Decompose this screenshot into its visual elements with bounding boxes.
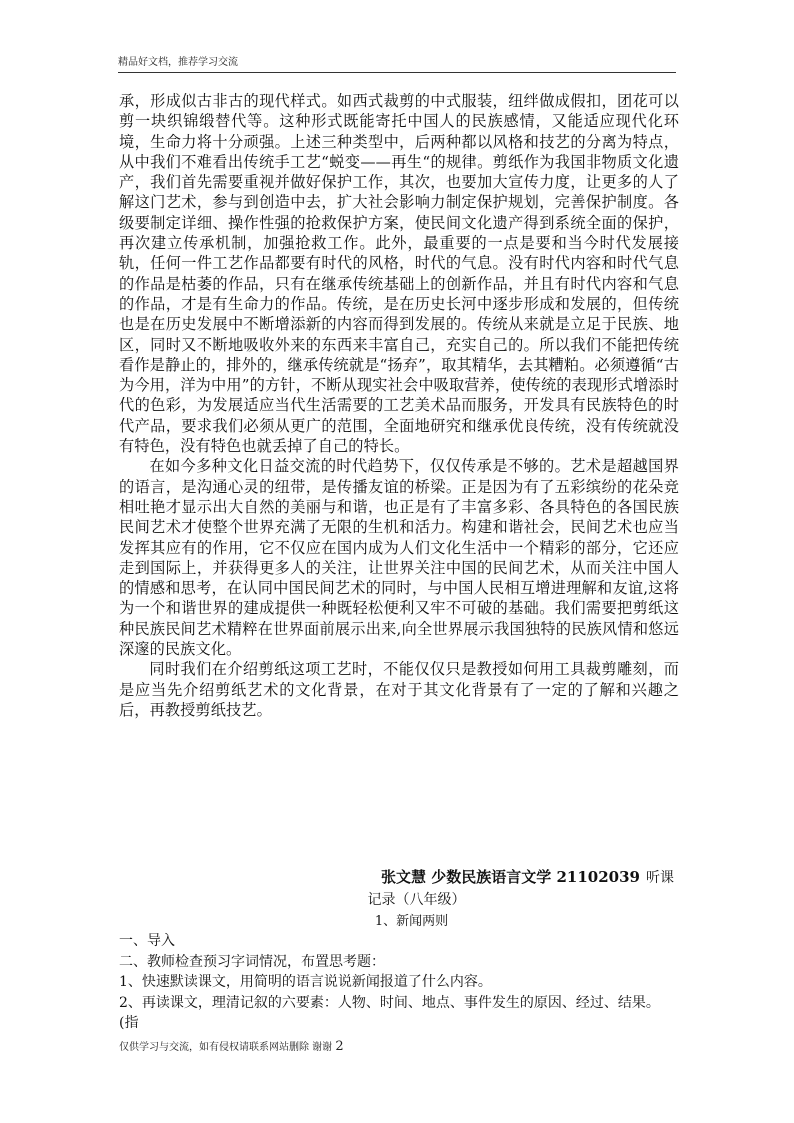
record-line-1: 一、导入 (119, 933, 175, 949)
record-line-2: 二、教师检查预习字词情况，布置思考题： (119, 953, 385, 970)
page-header (118, 56, 676, 73)
record-line-4: 2、再读课文，理清记叙的六要素：人物、时间、地点、事件发生的原因、经过、结果。(指 (119, 994, 660, 1031)
body-paragraph-2: 在如今多种文化日益交流的时代趋势下，仅仅传承是不够的。艺术是超越国界的语言，是沟通心灵的纽带，是传播友谊的桥梁。正是因为有了五彩缤纷的花朵竞相吐艳才显示出大自然的美丽与和谐，也正是有了丰富多彩、各具特色的各国民族民间艺术才使整个世界充满了无限的生机和活力。构建和谐社会，民间艺术也应当发挥其应有的作用，它不仅应在国内成为人们文化生活中一个精彩的部分，它还应走到国际上，并获得更多人的关注，让世界关注中国的民间艺术，从而关注中国人的情感和思考，在认同中国民间艺术的同时，与中国人民相互增进理解和友谊,这将为一个和谐世界的建成提供一种既轻松便利又牢不可破的基础。我们需要把剪纸这种民族民间艺术精粹在世界面前展示出来,向全世界展示我国独特的民族风情和悠远深邃的民族文化。 (119, 457, 679, 659)
header-text: 精品好文档，推荐学习交流 (118, 57, 238, 68)
record-body (119, 931, 679, 1034)
author-line (119, 866, 674, 889)
author-info: 张文慧 少数民族语言文学 21102039 (381, 868, 640, 886)
record-heading (119, 866, 674, 933)
footer-text: 仅供学习与交流，如有侵权请联系网站删除 谢谢 (119, 1042, 333, 1053)
body-paragraph-3: 同时我们在介绍剪纸这项工艺时，不能仅仅只是教授如何用工具裁剪雕刻，而是应当先介绍剪纸艺术的文化背景，在对于其文化背景有了一定的了解和兴趣之后，再教授剪纸技艺。 (119, 660, 679, 719)
lesson-title: 1、新闻两则 (374, 914, 449, 929)
page-number: 2 (335, 1039, 344, 1054)
grade-label: 记录（八年级） (367, 892, 466, 908)
body-paragraph-1: 承，形成似古非古的现代样式。如西式裁剪的中式服装，纽绊做成假扣，团花可以剪一块织锦缎替代等。这种形式既能寄托中国人的民族感情，又能适应现代化环境，生命力将十分顽强。上述三种类型中，后两种都以风格和技艺的分离为特点，从中我们不难看出传统手工艺“蜕变——再生“的规律。剪纸作为我国非物质文化遗产，我们首先需要重视并做好保护工作，其次，也要加大宣传力度，让更多的人了解这门艺术，参与到创造中去，扩大社会影响力制定保护规划，完善保护制度。各级要制定详细、操作性强的抢救保护方案，使民间文化遗产得到系统全面的保护，再次建立传承机制，加强抢救工作。此外，最重要的一点是要和当今时代发展接轨，任何一件工艺作品都要有时代的风格，时代的气息。没有时代内容和时代气息的作品是枯萎的作品，只有在继承传统基础上的创新作品，并且有时代内容和气息的作品，才是有生命力的作品。传统，是在历史长河中逐步形成和发展的，但传统也是在历史发展中不断增添新的内容而得到发展的。传统从来就是立足于民族、地区，同时又不断地吸收外来的东西来丰富自己，充实自己的。所以我们不能把传统看作是静止的，排外的，继承传统就是“扬弃”，取其精华，去其糟粕。必须遵循“古为今用，洋为中用”的方针，不断从现实社会中吸取营养，使传统的表现形式增添时代的色彩，为发展适应当代生活需要的工艺美术品而服务，开发具有民族特色的时代产品，要求我们必须从更广的范围，全面地研究和继承优良传统，没有传统就没有特色，没有特色也就丢掉了自己的特长。 (119, 92, 679, 456)
body-text (119, 91, 679, 720)
page-footer (119, 1038, 679, 1054)
listen-label: 听课 (646, 870, 674, 886)
record-line-3: 1、快速默读课文，用简明的语言说说新闻报道了什么内容。 (119, 974, 492, 990)
